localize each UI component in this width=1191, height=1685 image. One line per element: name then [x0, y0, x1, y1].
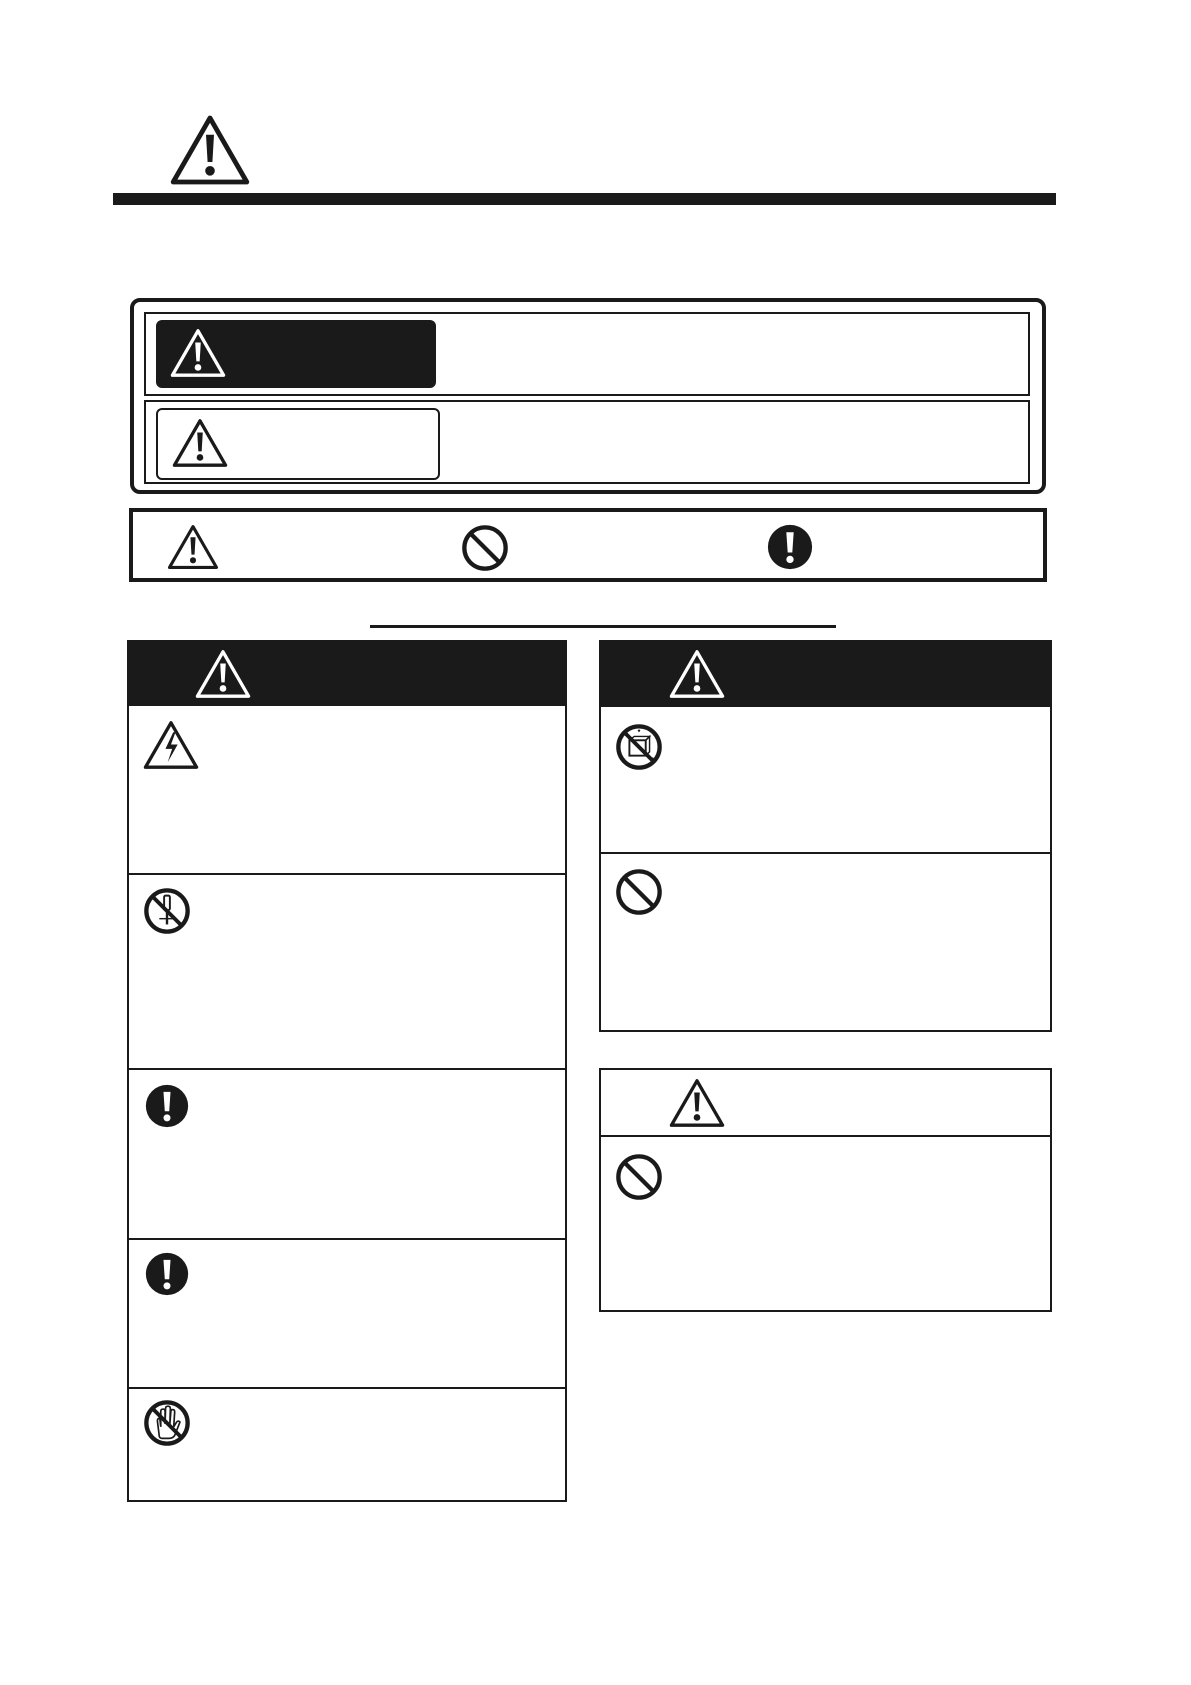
header-warning-icon	[170, 114, 250, 186]
prohibition-icon	[615, 1153, 663, 1201]
safety-item	[129, 1238, 565, 1389]
warning-triangle-icon	[669, 649, 725, 699]
panel-header	[601, 1070, 1050, 1137]
warning-triangle-icon	[170, 328, 226, 378]
safety-item	[129, 873, 565, 1070]
right-bottom-safety-panel	[599, 1068, 1052, 1312]
title-rule	[113, 193, 1056, 205]
right-top-safety-panel	[599, 640, 1052, 1032]
symbol-key	[129, 508, 1047, 582]
safety-item	[129, 706, 565, 873]
keep-dry-prohibition-icon	[615, 723, 663, 771]
do-not-touch-wet-hands-icon	[143, 1399, 191, 1447]
prohibition-icon	[461, 524, 509, 572]
warning-triangle-icon	[172, 418, 228, 468]
mandatory-action-icon	[145, 1084, 189, 1128]
panel-header	[601, 642, 1050, 707]
panel-header	[129, 642, 565, 706]
prohibition-icon	[615, 868, 663, 916]
signal-word-row-1	[144, 312, 1030, 396]
mandatory-action-icon	[767, 524, 813, 570]
warning-triangle-icon	[167, 524, 219, 570]
electric-shock-icon	[143, 720, 199, 770]
do-not-disassemble-icon	[143, 887, 191, 935]
safety-item	[601, 852, 1050, 1032]
warning-triangle-icon	[669, 1078, 725, 1128]
safety-item	[129, 1387, 565, 1502]
safety-item	[601, 1135, 1050, 1310]
left-safety-panel	[127, 640, 567, 1502]
safety-item	[129, 1068, 565, 1240]
safety-item	[601, 707, 1050, 852]
mandatory-action-icon	[145, 1252, 189, 1296]
signal-word-box-light	[156, 408, 440, 480]
section-title-underline	[370, 625, 836, 628]
signal-word-row-2	[144, 400, 1030, 484]
warning-triangle-icon	[195, 649, 251, 699]
signal-word-legend	[130, 298, 1046, 494]
signal-word-box-dark	[156, 320, 436, 388]
